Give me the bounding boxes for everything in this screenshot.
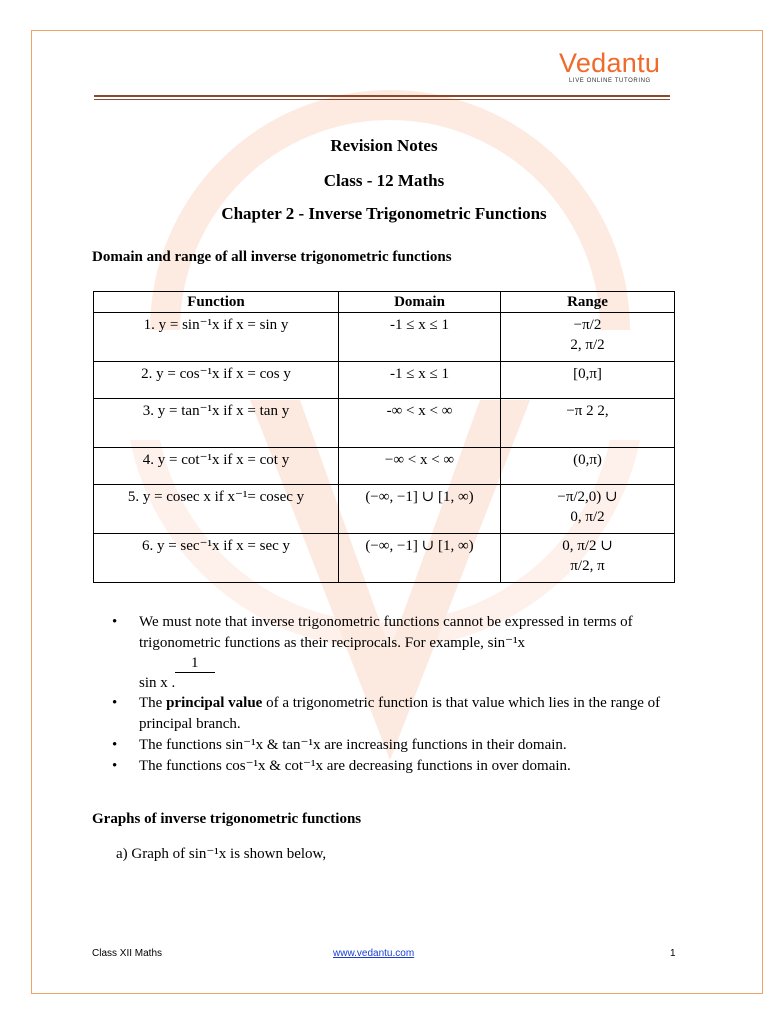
list-item	[112, 693, 672, 735]
cell-range	[501, 485, 675, 534]
note-principal-before: The	[139, 695, 167, 711]
footer-website-link[interactable]: www.vedantu.com	[333, 948, 415, 959]
cell-function: 2. y = cos⁻¹x if x = cos y	[94, 362, 339, 399]
fraction-numerator: 1	[191, 655, 199, 671]
table-row	[94, 313, 675, 362]
range-line-1: −π/2,0) ∪	[557, 489, 618, 505]
vedantu-logo[interactable]	[559, 48, 679, 90]
cell-range	[501, 362, 675, 399]
doc-class: Class - 12 Maths	[323, 171, 445, 190]
header-rule	[94, 95, 670, 97]
logo-wordmark: Vedantu	[559, 48, 661, 78]
range-line-1: −π 2 2,	[566, 403, 609, 419]
footer-page-number: 1	[670, 948, 676, 959]
cell-domain: (−∞, −1] ∪ [1, ∞)	[339, 534, 501, 583]
table-row	[94, 399, 675, 448]
section-heading-domain-range: Domain and range of all inverse trigonometric functions	[92, 249, 452, 265]
cell-range	[501, 313, 675, 362]
bullet: •	[112, 737, 118, 753]
doc-chapter: Chapter 2 - Inverse Trigonometric Functions	[221, 204, 547, 223]
header-function: Function	[94, 292, 339, 313]
table-row	[94, 448, 675, 485]
range-line-1: −π/2	[573, 317, 602, 333]
cell-domain: -1 ≤ x ≤ 1	[339, 362, 501, 399]
range-line-1: (0,π)	[573, 452, 602, 468]
range-line-1: [0,π]	[573, 366, 602, 382]
bullet: •	[112, 695, 118, 711]
cell-function: 1. y = sin⁻¹x if x = sin y	[94, 313, 339, 362]
cell-domain: -1 ≤ x ≤ 1	[339, 313, 501, 362]
cell-function: 4. y = cot⁻¹x if x = cot y	[94, 448, 339, 485]
header-range: Range	[501, 292, 675, 313]
cell-domain: (−∞, −1] ∪ [1, ∞)	[339, 485, 501, 534]
table-header-row	[94, 292, 675, 313]
note-principal-bold: principal value	[166, 695, 263, 711]
cell-domain: −∞ < x < ∞	[339, 448, 501, 485]
cell-function: 6. y = sec⁻¹x if x = sec y	[94, 534, 339, 583]
range-line-2: 2, π/2	[570, 337, 605, 353]
section-heading-graphs: Graphs of inverse trigonometric functions	[92, 811, 362, 827]
note-principal-after: of a trigonometric function is that value which lies in the range of principal branch.	[139, 695, 661, 732]
logo-tagline: LIVE ONLINE TUTORING	[569, 78, 651, 84]
doc-title: Revision Notes	[330, 136, 438, 155]
range-line-2: π/2, π	[570, 558, 605, 574]
note-reciprocal-text: We must note that inverse trigonometric functions cannot be expressed in terms of trigonometric functions as their reciprocals. For example, sin⁻¹x	[139, 614, 633, 651]
fraction-denominator: sin x .	[139, 675, 176, 691]
table-row	[94, 362, 675, 399]
cell-range	[501, 534, 675, 583]
cell-domain: -∞ < x < ∞	[339, 399, 501, 448]
footer-class-label: Class XII Maths	[92, 948, 163, 959]
cell-range	[501, 448, 675, 485]
header-rule-thin	[94, 99, 670, 100]
note-increasing: The functions sin⁻¹x & tan⁻¹x are increasing functions in their domain.	[139, 737, 567, 753]
table-row	[94, 534, 675, 583]
table-row	[94, 485, 675, 534]
cell-function: 5. y = cosec x if x⁻¹= cosec y	[94, 485, 339, 534]
note-decreasing: The functions cos⁻¹x & cot⁻¹x are decreasing functions in over domain.	[139, 758, 571, 774]
range-line-1: 0, π/2 ∪	[562, 538, 613, 554]
list-item	[112, 735, 672, 756]
cell-function: 3. y = tan⁻¹x if x = tan y	[94, 399, 339, 448]
range-line-2: 0, π/2	[570, 509, 605, 525]
list-item	[112, 756, 672, 777]
notes-list	[112, 612, 672, 777]
header-domain: Domain	[339, 292, 501, 313]
bullet: •	[112, 758, 118, 774]
domain-range-table	[93, 291, 675, 583]
cell-range	[501, 399, 675, 448]
graph-item-a: a) Graph of sin⁻¹x is shown below,	[116, 846, 327, 862]
list-item	[112, 612, 672, 693]
bullet: •	[112, 614, 118, 630]
